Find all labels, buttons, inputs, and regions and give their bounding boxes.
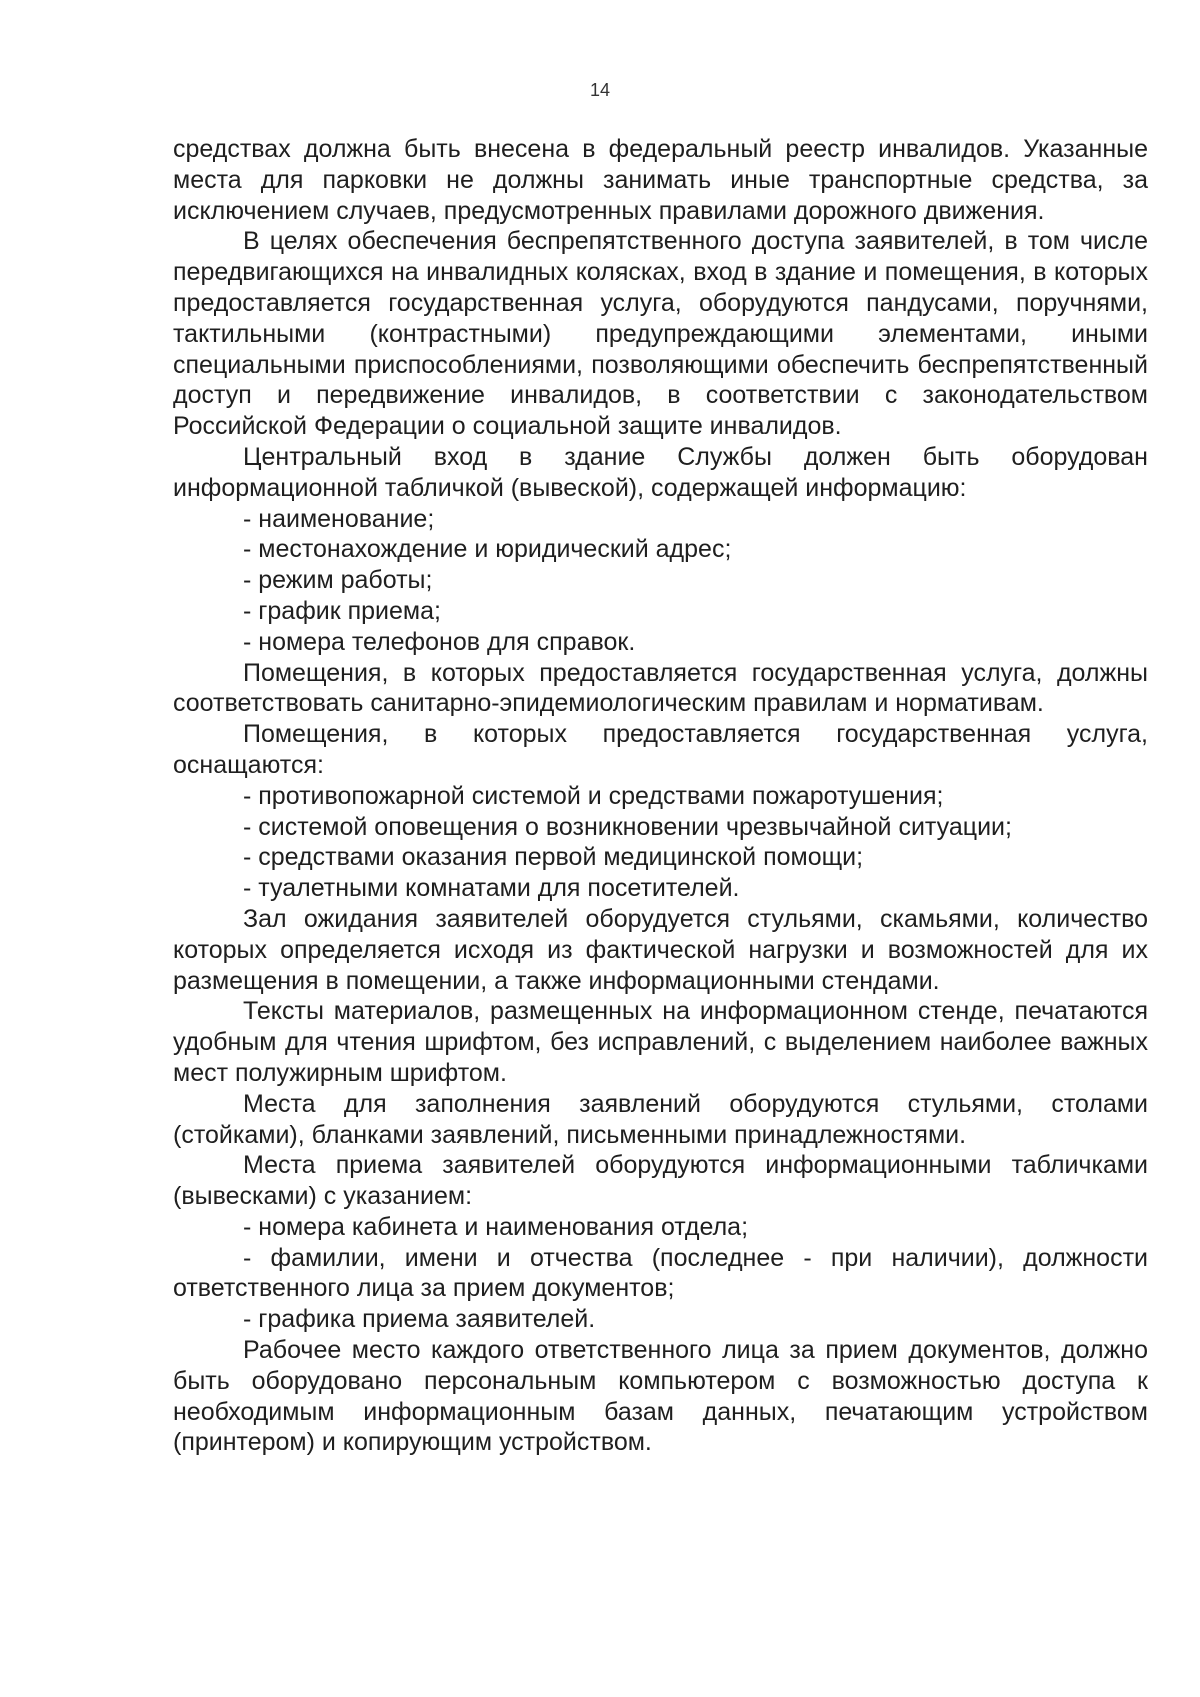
list-item: - системой оповещения о возникновении чрезвычайной ситуации; [243, 812, 1012, 841]
list-item: - номера телефонов для справок. [243, 627, 636, 656]
list-item: - график приема; [243, 596, 441, 625]
paragraph: Места приема заявителей оборудуются информационными табличками (вывесками) с указанием: [173, 1151, 1148, 1211]
list-item: - наименование; [243, 504, 435, 533]
list-item: - графика приема заявителей. [243, 1305, 596, 1334]
list-item: - местонахождение и юридический адрес; [243, 535, 732, 564]
paragraph: В целях обеспечения беспрепятственного доступа заявителей, в том числе передвигающихся на инвалидных колясках, вход в здание и помещения, в которых предоставляется государственная услуга, оборудуются пандусами, поручнями, тактильными (контрастными) предупреждающими элементами, иными специальными приспособлениями, позволяющими обеспечить беспрепятственный доступ и передвижение инвалидов, в соответствии с законодательством Российской Федерации о социальной защите инвалидов. [173, 227, 1148, 441]
list-item: - режим работы; [243, 566, 433, 595]
list-item: - противопожарной системой и средствами пожаротушения; [243, 781, 944, 810]
paragraph: Центральный вход в здание Службы должен быть оборудован информационной табличкой (вывеской), содержащей информацию: [173, 442, 1148, 502]
paragraph: Места для заполнения заявлений оборудуются стульями, столами (стойками), бланками заявлений, письменными принадлежностями. [173, 1089, 1148, 1149]
paragraph: Помещения, в которых предоставляется государственная услуга, оснащаются: [173, 720, 1148, 779]
paragraph: средствах должна быть внесена в федеральный реестр инвалидов. Указанные места для парковки не должны занимать иные транспортные средства, за исключением случаев, предусмотренных правилами дорожного движения. [173, 135, 1148, 225]
list-item: - туалетными комнатами для посетителей. [243, 874, 740, 903]
list-item: - номера кабинета и наименования отдела; [243, 1212, 749, 1241]
list-item: - фамилии, имени и отчества (последнее - при наличии), должности ответственного лица за прием документов; [173, 1243, 1148, 1303]
paragraph: Помещения, в которых предоставляется государственная услуга, должны соответствовать санитарно-эпидемиологическим правилам и нормативам. [173, 658, 1148, 718]
paragraph: Рабочее место каждого ответственного лица за прием документов, должно быть оборудовано персональным компьютером с возможностью доступа к необходимым информационным базам данных, печатающим устройством (принтером) и копирующим устройством. [173, 1336, 1148, 1457]
document-body [173, 134, 1148, 1458]
paragraph: Тексты материалов, размещенных на информационном стенде, печатаются удобным для чтения шрифтом, без исправлений, с выделением наиболее важных мест полужирным шрифтом. [173, 997, 1148, 1087]
page-number: 14 [589, 80, 611, 100]
list-item: - средствами оказания первой медицинской помощи; [243, 843, 864, 872]
paragraph: Зал ожидания заявителей оборудуется стульями, скамьями, количество которых определяется исходя из фактической нагрузки и возможностей для их размещения в помещении, а также информационными стендами. [173, 904, 1148, 995]
